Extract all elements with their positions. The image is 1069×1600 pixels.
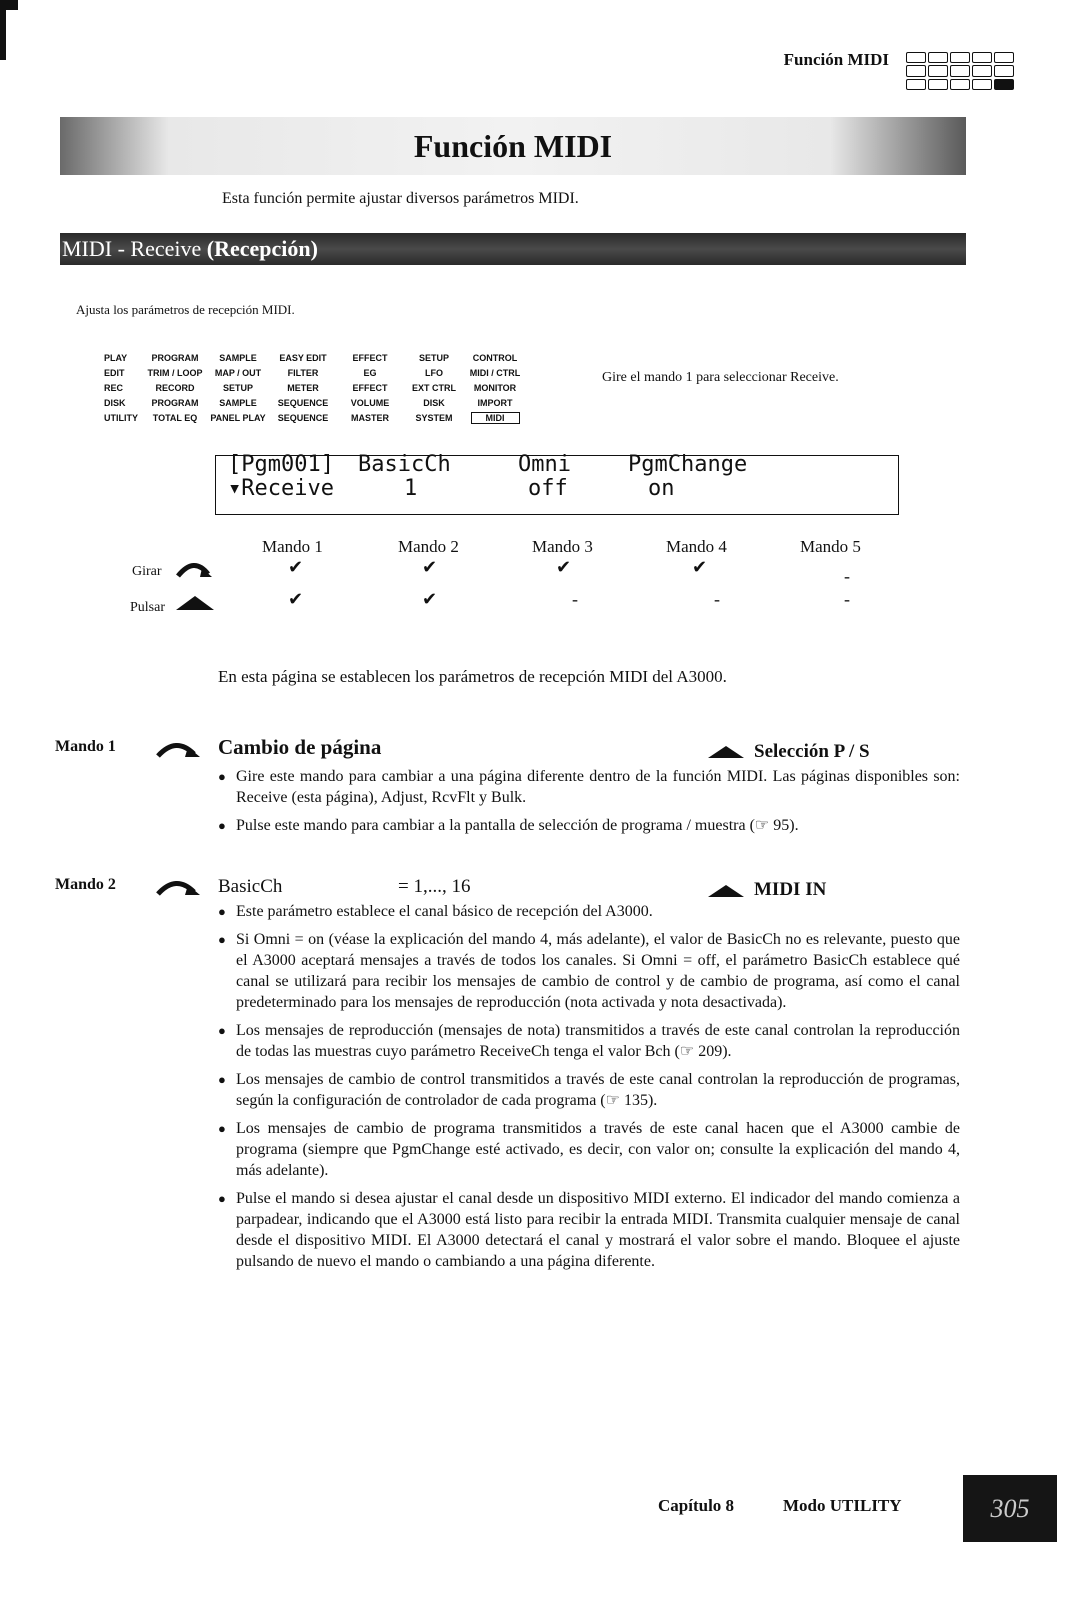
bullet-item: ● Pulse este mando para cambiar a la pantalla de selección de programa / muestra (☞ 95).	[218, 815, 960, 836]
param-bullets	[218, 766, 960, 843]
mode-cell: SAMPLE	[219, 352, 257, 363]
mode-cell: TOTAL EQ	[152, 412, 198, 423]
section-tab-icon	[906, 52, 1014, 90]
bullet-item: ● Pulse el mando si desea ajustar el canal desde un dispositivo MIDI externo. El indicador del mando comienza a parpadear, indicando que el A3000 está listo para recibir la entrada MIDI. Transmita cualquier mensaje de canal desde el dispositivo MIDI. El A3000 detectará el canal y mostrará el valor sobre el mando. Bloquee el ajuste pulsando de nuevo el mando o cambiando a una página diferente.	[218, 1188, 960, 1272]
mode-cell: METER	[287, 382, 319, 393]
mode-cell: SETUP	[418, 352, 449, 363]
mode-cell: EG	[363, 367, 377, 378]
section-description: Ajusta los parámetros de recepción MIDI.	[76, 302, 295, 317]
lcd-omni-label: Omni	[518, 452, 571, 477]
mode-label: EDIT	[104, 367, 125, 378]
mode-cell: VOLUME	[350, 397, 390, 408]
mode-cell: DISK	[423, 397, 445, 408]
mode-cell: PANEL PLAY	[210, 412, 266, 423]
bullet-item: ● Gire este mando para cambiar a una página diferente dentro de la función MIDI. Las páginas disponibles son: Receive (esta página), Adjust, RcvFlt y Bulk.	[218, 766, 960, 808]
knob-header: Mando 2	[398, 537, 459, 556]
mode-cell: MIDI / CTRL	[469, 367, 521, 378]
push-check: -	[572, 589, 578, 609]
footer-mode: Modo UTILITY	[783, 1496, 902, 1515]
mode-label: DISK	[104, 397, 126, 408]
footer-chapter: Capítulo 8	[658, 1496, 735, 1515]
turn-arrow-icon	[152, 740, 202, 758]
push-arrow-icon	[706, 744, 746, 760]
param-knob-label: Mando 1	[55, 738, 116, 755]
bullet-item: ● Los mensajes de cambio de control transmitidos a través de este canal controlan la reproducción de programas, según la configuración de controlador de cada programa (☞ 135).	[218, 1069, 960, 1111]
mode-cell: SEQUENCE	[277, 397, 329, 408]
mode-row	[104, 410, 544, 425]
param-title: Cambio de página	[218, 735, 382, 759]
mode-row	[104, 380, 544, 395]
knob-header: Mando 5	[800, 537, 861, 556]
page-title: Función MIDI	[413, 128, 613, 164]
mode-cell-selected	[464, 412, 526, 424]
param-bullets	[218, 901, 960, 1279]
mode-cell: FILTER	[287, 367, 319, 378]
bullet-item: ● Este parámetro establece el canal básico de recepción del A3000.	[218, 901, 960, 922]
mode-cell: MASTER	[351, 412, 389, 423]
turn-arrow-icon	[152, 878, 202, 896]
mode-label: UTILITY	[104, 412, 138, 423]
lcd-pgmchange-label: PgmChange	[628, 452, 748, 477]
mode-cell: PROGRAM	[151, 352, 199, 363]
mode-cell: RECORD	[155, 382, 195, 393]
knob-header: Mando 4	[666, 537, 727, 556]
push-check: -	[714, 589, 720, 609]
mode-cell: MAP / OUT	[214, 367, 262, 378]
bullet-item: ● Los mensajes de reproducción (mensajes de nota) transmitidos a través de este canal controlan la reproducción de todas las muestras cuyo parámetro ReceiveCh tenga el valor Bch (☞ 209).	[218, 1020, 960, 1062]
knob-header: Mando 3	[532, 537, 593, 556]
push-check: ✔	[288, 589, 304, 609]
page-note: En esta página se establecen los parámetros de recepción MIDI del A3000.	[218, 667, 727, 686]
mode-label: REC	[104, 382, 124, 393]
mode-cell: EASY EDIT	[279, 352, 327, 363]
param-title: BasicCh	[218, 876, 283, 897]
knob-header: Mando 1	[262, 537, 323, 556]
mode-cell: EFFECT	[352, 352, 388, 363]
lcd-page-name: ▾Receive	[228, 476, 334, 501]
edge-mark-tab	[0, 0, 18, 10]
bullet-item: ● Los mensajes de cambio de programa transmitidos a través de este canal hacen que el A3000 cambie de programa (siempre que PgmChange esté activado, es decir, con valor on; consulte la explicación del mando 4, más adelante).	[218, 1118, 960, 1181]
lcd-basicch-label: BasicCh	[358, 452, 451, 477]
turn-check: ✔	[556, 557, 572, 577]
push-arrow-icon	[706, 883, 746, 899]
lcd-display	[215, 452, 899, 515]
page-number: 305	[963, 1475, 1057, 1542]
bullet-item: ● Si Omni = on (véase la explicación del mando 4, más adelante), el valor de BasicCh no es relevante, puesto que el A3000 aceptará mensajes a través de todos los canales. Si Omni = off, el parámetro BasicCh establece qué canal se utilizará para recibir los mensajes de cambio de control y de cambio de programa, así como el canal predeterminado para los mensajes de reproducción (nota activada y nota desactivada).	[218, 929, 960, 1013]
mode-cell: SYSTEM	[415, 412, 453, 423]
mode-cell: EXT CTRL	[412, 382, 456, 393]
turn-label: Girar	[132, 564, 162, 579]
push-function-title: Selección P / S	[754, 741, 870, 762]
mode-cell: CONTROL	[472, 352, 518, 363]
turn-check: ✔	[692, 557, 708, 577]
mode-row	[104, 350, 544, 365]
push-function-title: MIDI IN	[754, 879, 827, 900]
mode-cell: TRIM / LOOP	[147, 367, 203, 378]
turn-check: ✔	[288, 557, 304, 577]
turn-check: ✔	[422, 557, 438, 577]
lcd-pgmchange-value: on	[648, 476, 675, 501]
mode-label: PLAY	[104, 352, 128, 363]
mode-cell: SEQUENCE	[277, 412, 329, 423]
turn-check: -	[844, 566, 850, 586]
mode-cell: IMPORT	[477, 397, 513, 408]
lcd-omni-value: off	[528, 476, 568, 501]
intro-text: Esta función permite ajustar diversos parámetros MIDI.	[222, 190, 579, 207]
selected-mode-box: MIDI	[471, 412, 520, 424]
push-label: Pulsar	[130, 600, 165, 615]
section-title: MIDI - Receive (Recepción)	[62, 236, 318, 261]
param-knob-label: Mando 2	[55, 876, 116, 893]
mode-table	[104, 350, 544, 425]
push-check: -	[844, 589, 850, 609]
mode-cell: LFO	[425, 367, 443, 378]
push-arrow-icon	[174, 594, 216, 612]
param-range: = 1,..., 16	[398, 876, 471, 897]
lcd-basicch-value: 1	[404, 476, 418, 501]
mode-hint: Gire el mando 1 para seleccionar Receive.	[602, 370, 839, 385]
mode-cell: MONITOR	[473, 382, 517, 393]
running-title: Función MIDI	[783, 50, 889, 69]
mode-cell: SAMPLE	[219, 397, 257, 408]
mode-cell: EFFECT	[352, 382, 388, 393]
mode-row	[104, 365, 544, 380]
mode-cell: PROGRAM	[151, 397, 199, 408]
lcd-program: [Pgm001]	[228, 452, 334, 477]
mode-row	[104, 395, 544, 410]
turn-arrow-icon	[174, 560, 214, 578]
mode-cell: SETUP	[222, 382, 253, 393]
push-check: ✔	[422, 589, 438, 609]
